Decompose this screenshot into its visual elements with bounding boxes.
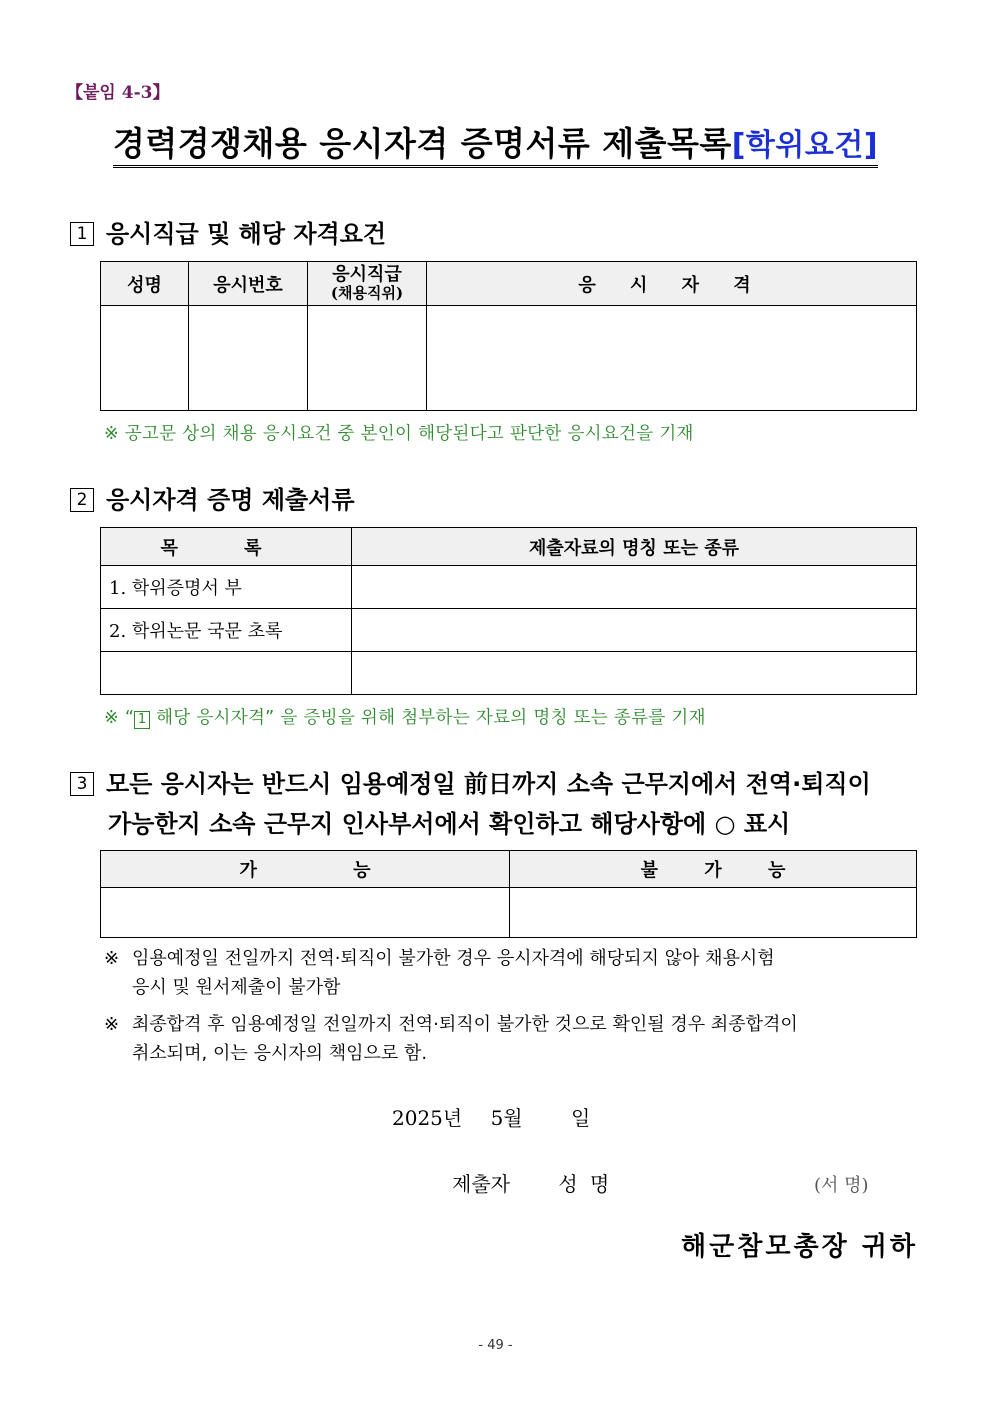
header-impossible: 불 가 능 [510, 851, 917, 888]
cell-impossible[interactable] [510, 888, 917, 938]
section-number-box: 1 [70, 222, 94, 246]
submitter-label: 제출자 [452, 1172, 510, 1196]
section2-heading [70, 480, 355, 520]
header-possible: 가 능 [101, 851, 510, 888]
note-prefix: ※ “ [104, 708, 135, 728]
section2-heading-text: 응시자격 증명 제출서류 [106, 486, 355, 514]
date-line [392, 1102, 590, 1131]
row-item: 2. 학위논문 국문 초록 [101, 609, 352, 652]
signature-field[interactable]: (서 명) [814, 1175, 869, 1196]
header-exam-no: 응시번호 [189, 262, 308, 306]
section1-heading-text: 응시직급 및 해당 자격요건 [106, 220, 387, 248]
section-number-box: 2 [70, 488, 94, 512]
date-year: 2025년 [392, 1106, 463, 1130]
cell-qualification[interactable] [427, 306, 917, 411]
title-main: 경력경쟁채용 응시자격 증명서류 제출목록 [112, 124, 732, 163]
cell-grade[interactable] [308, 306, 427, 411]
note-line: 응시 및 원서제출이 불가함 [132, 977, 341, 998]
name-label: 성 명 [558, 1172, 610, 1196]
note-suffix: 해당 응시자격” 을 증빙을 위해 첨부하는 자료의 명칭 또는 종류를 기재 [150, 708, 706, 728]
documents-table [100, 527, 917, 695]
header-qualification: 응 시 자 격 [427, 262, 917, 306]
section3-note [104, 944, 919, 1002]
header-name: 성명 [101, 262, 189, 306]
recipient: 해군참모총장 귀하 [681, 1232, 918, 1262]
title-highlight: [학위요건] [731, 128, 879, 163]
cell-name[interactable] [101, 306, 189, 411]
cell-exam-no[interactable] [189, 306, 308, 411]
note-mark: ※ [104, 948, 120, 969]
note-line: 최종합격 후 임용예정일 전일까지 전역·퇴직이 불가한 것으로 확인될 경우 최종합격이 [132, 1014, 798, 1035]
row-docs[interactable] [352, 566, 917, 609]
section1-note: ※ 공고문 상의 채용 응시요건 중 본인이 해당된다고 판단한 응시요건을 기재 [104, 424, 694, 444]
row-docs[interactable] [352, 652, 917, 695]
header-grade-line1: 응시직급 [332, 263, 402, 285]
page-number: - 49 - [478, 1338, 513, 1353]
row-docs[interactable] [352, 609, 917, 652]
signature-line [452, 1168, 609, 1197]
note-line: 취소되며, 이는 응시자의 책임으로 함. [132, 1043, 428, 1064]
header-docs: 제출자료의 명칭 또는 종류 [352, 528, 917, 566]
attachment-label: 【붙임 4-3】 [66, 83, 170, 103]
section3-heading-line2: 가능한지 소속 근무지 인사부서에서 확인하고 해당사항에 ○ 표시 [108, 810, 791, 838]
header-grade [308, 262, 427, 306]
section3-heading-line1: 모든 응시자는 반드시 임용예정일 前日까지 소속 근무지에서 전역·퇴직이 [106, 770, 871, 798]
section-ref-box: 1 [134, 711, 150, 729]
row-item[interactable] [101, 652, 352, 695]
date-month: 5월 [490, 1106, 523, 1130]
section1-heading [70, 214, 386, 254]
cell-possible[interactable] [101, 888, 510, 938]
header-grade-line2: (채용직위) [330, 283, 404, 302]
section3-heading [70, 764, 930, 844]
section-number-box: 3 [70, 772, 94, 796]
section2-note [104, 704, 706, 729]
date-day: 일 [570, 1106, 591, 1130]
note-line: 임용예정일 전일까지 전역·퇴직이 불가한 경우 응시자격에 해당되지 않아 채용시험 [132, 948, 775, 969]
qualification-table [100, 261, 917, 411]
page-title [0, 118, 991, 165]
section3-note [104, 1010, 919, 1068]
discharge-table [100, 850, 917, 938]
note-mark: ※ [104, 1014, 120, 1035]
header-list: 목 록 [101, 528, 352, 566]
row-item: 1. 학위증명서 부 [101, 566, 352, 609]
